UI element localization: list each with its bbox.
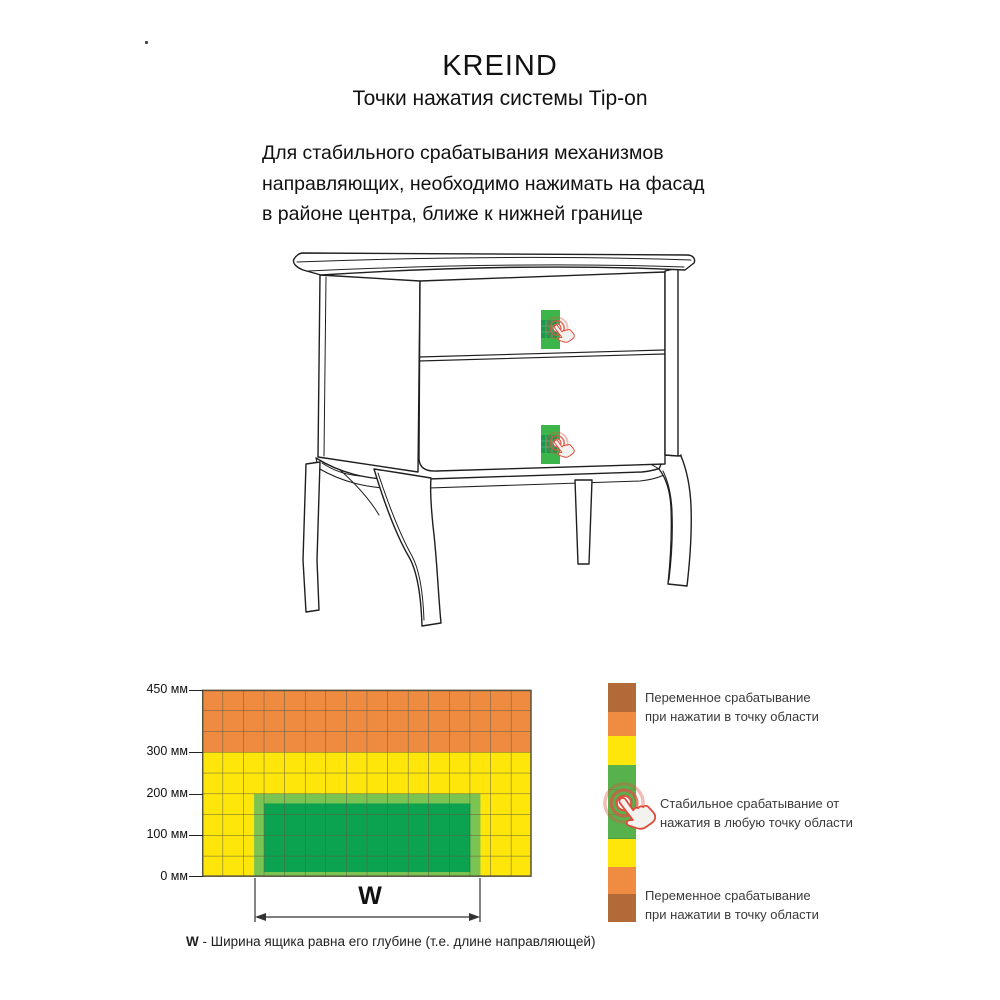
corner-post-right: [665, 268, 678, 456]
description-line-3: в районе центра, ближе к нижней границе: [262, 203, 643, 225]
tick-mark-300: [189, 752, 203, 753]
ytick-200: 200 мм: [146, 786, 188, 800]
leg-flare-left: [340, 470, 379, 515]
legend-item-line: при нажатии в точку области: [645, 907, 819, 922]
ytick-100: 100 мм: [146, 827, 188, 841]
legend-item-variable-bottom: [645, 886, 819, 924]
stray-dot: [145, 41, 148, 44]
legend-item-line: Переменное срабатывание: [645, 690, 811, 705]
legend-item-line: при нажатии в точку области: [645, 709, 819, 724]
legend-item-line: Переменное срабатывание: [645, 888, 811, 903]
ytick-300: 300 мм: [146, 744, 188, 758]
caption-text: - Ширина ящика равна его глубине (т.е. длине направляющей): [198, 934, 596, 949]
tap-hand-icon: [597, 776, 658, 840]
width-dimension-arrow: [240, 877, 500, 925]
legend-swatch-brown-top: [608, 683, 636, 712]
legend-item-line: нажатия в любую точку области: [660, 815, 853, 830]
legend-swatch-orange-top: [608, 712, 636, 736]
legend-item-line: Стабильное срабатывание от: [660, 796, 840, 811]
legend-item-variable-top: [645, 688, 819, 726]
ytick-0: 0 мм: [160, 869, 188, 883]
leg-right: [659, 455, 691, 586]
tick-mark-100: [189, 835, 203, 836]
legend-item-stable: [660, 794, 853, 832]
description-line-2: направляющих, необходимо нажимать на фасад: [262, 172, 705, 195]
page-title: KREIND: [442, 50, 558, 82]
page-subtitle: Точки нажатия системы Tip-on: [352, 87, 648, 110]
leg-back-left: [303, 462, 320, 612]
tick-mark-200: [189, 794, 203, 795]
press-zone-chart: [202, 689, 532, 878]
caption-term: W: [186, 934, 199, 949]
nightstand-drawing: [285, 248, 705, 638]
nightstand-legs: [303, 455, 691, 626]
description-paragraph: [262, 138, 762, 230]
legend-swatch-brown-bottom: [608, 894, 636, 922]
leg-back-middle: [575, 480, 592, 564]
legend-swatch-orange-bottom: [608, 867, 636, 894]
description-line-1: Для стабильного срабатывания механизмов: [262, 142, 664, 164]
side-panel-left: [318, 275, 420, 472]
grid-lines: [202, 690, 531, 877]
chart-caption: [186, 934, 595, 949]
tick-mark-450: [189, 690, 203, 691]
nightstand-carcass: [318, 268, 678, 472]
width-dimension-label: W: [358, 882, 382, 910]
tick-mark-0: [189, 876, 203, 877]
nightstand-top: [293, 253, 694, 275]
ytick-450: 450 мм: [146, 682, 188, 696]
